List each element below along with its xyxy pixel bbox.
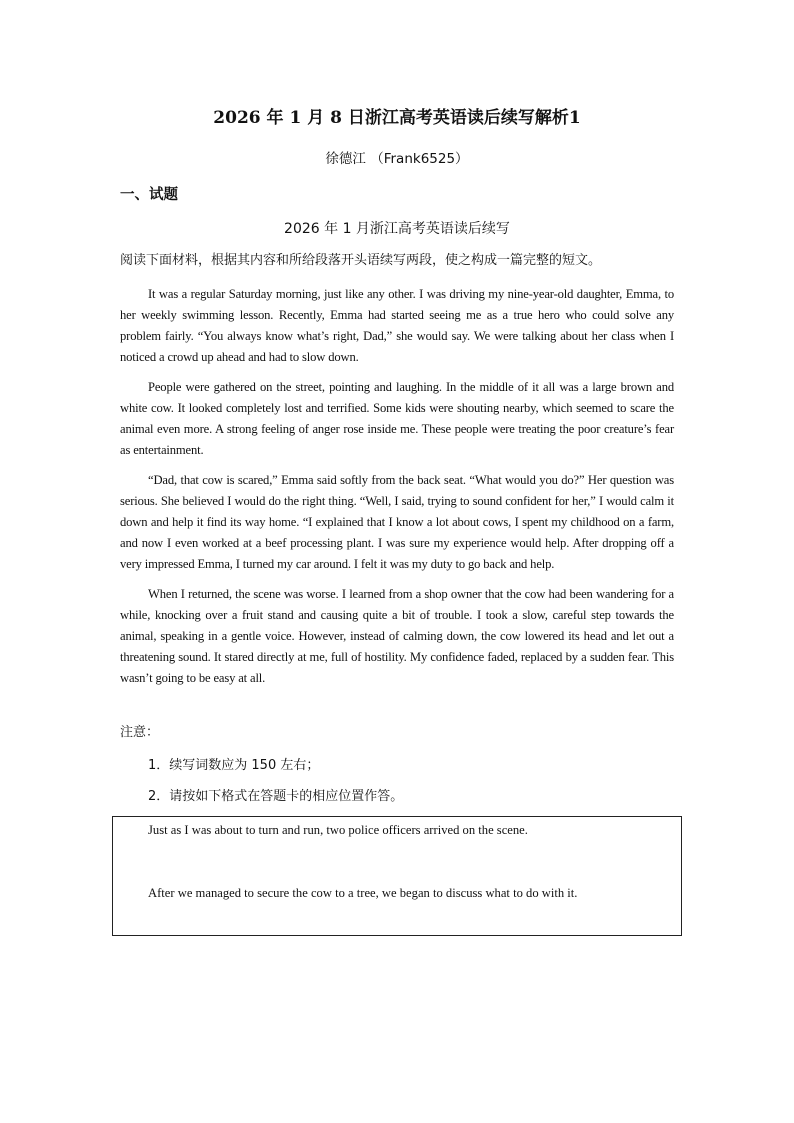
passage-paragraph-2: People were gathered on the street, pointing and laughing. In the middle of it all was a large brown and white cow. It looked completely lost and terrified. Some kids were shouting nearby, which seemed to scare the animal even more. A strong feeling of anger rose inside me. These people were treating the poor creature’s fear as entertainment. bbox=[120, 380, 674, 457]
notes-heading: 注意： bbox=[120, 725, 160, 740]
note-item-word-count: 1．续写词数应为 150 左右； bbox=[148, 758, 320, 773]
passage-paragraph-3: “Dad, that cow is scared,” Emma said softly from the back seat. “What would you do?” Her question was serious. She believed I would do the right thing. “Well, I said, trying to sound confident for her,” I would calm it down and help it find its way home. “I explained that I know a lot about cows, I spent my childhood on a farm, and now I even worked at a beef processing plant. I was sure my experience would help. After dropping off a very impressed Emma, I turned my car around. I felt it was my duty to go back and help. bbox=[120, 473, 674, 571]
author-line: 徐德江 （Frank6525） bbox=[325, 151, 469, 167]
paragraph-opening-2: After we managed to secure the cow to a tree, we began to discuss what to do with it. bbox=[148, 886, 578, 900]
task-instruction: 阅读下面材料，根据其内容和所给段落开头语续写两段，使之构成一篇完整的短文。 bbox=[120, 253, 602, 268]
passage-paragraph-1: It was a regular Saturday morning, just like any other. I was driving my nine-year-old daughter, Emma, to her weekly swimming lesson. Recently, Emma had started seeing me as a true hero who could solve any problem fairly. “You always know what’s right, Dad,” she would say. We were talking about her class when I noticed a crowd up ahead and had to slow down. bbox=[120, 287, 674, 364]
note-item-format: 2．请按如下格式在答题卡的相应位置作答。 bbox=[148, 789, 404, 804]
exam-subtitle: 2026 年 1 月浙江高考英语读后续写 bbox=[284, 221, 510, 237]
document-title: 2026 年 1 月 8 日浙江高考英语读后续写解析1 bbox=[213, 108, 581, 128]
passage-paragraph-4: When I returned, the scene was worse. I learned from a shop owner that the cow had been wandering for a while, knocking over a fruit stand and causing quite a bit of trouble. I took a slow, careful step towards the animal, speaking in a gentle voice. However, instead of calming down, the cow lowered its head and let out a threatening sound. It stared directly at me, full of hostility. My confidence faded, replaced by a sudden fear. This wasn’t going to be easy at all. bbox=[120, 587, 674, 685]
reading-passage bbox=[120, 284, 674, 698]
answer-format-box bbox=[112, 816, 682, 936]
section-heading: 一、试题 bbox=[120, 187, 178, 203]
paragraph-opening-1: Just as I was about to turn and run, two police officers arrived on the scene. bbox=[148, 823, 528, 837]
